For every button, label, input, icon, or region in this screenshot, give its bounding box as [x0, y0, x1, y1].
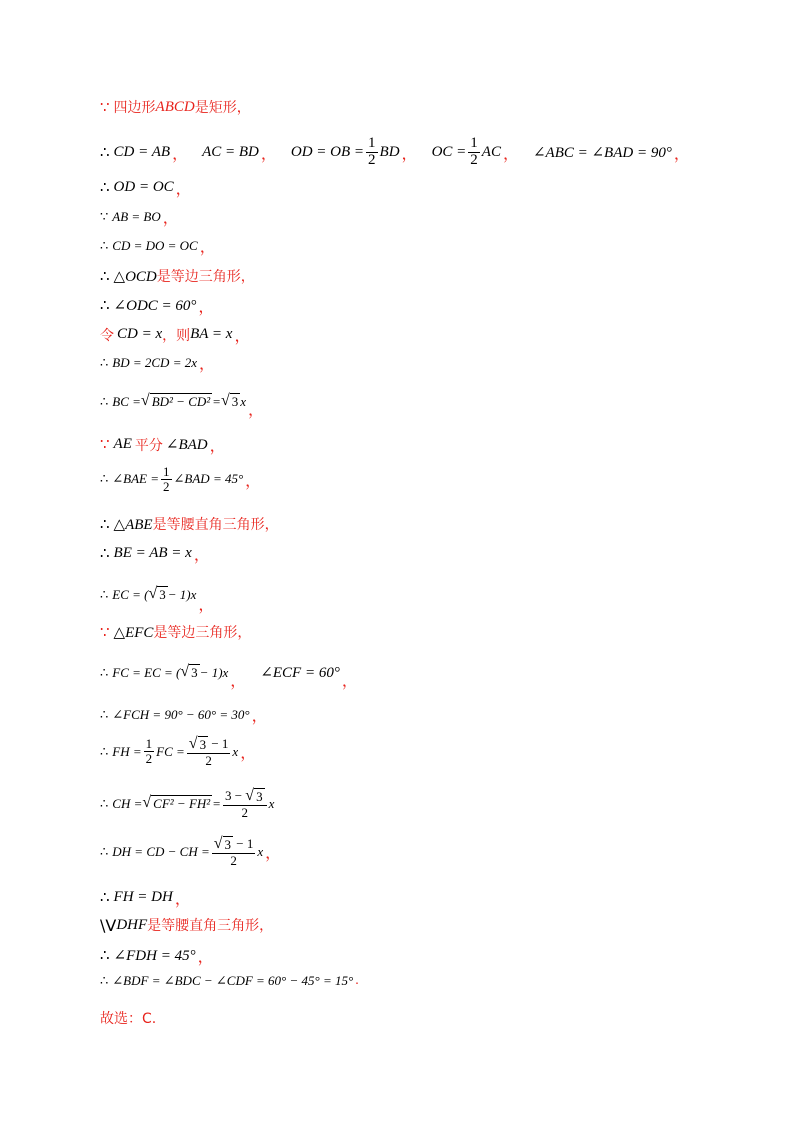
- fraction: $\frac{1}{2}$: [163, 464, 170, 494]
- line-10: [100, 383, 264, 420]
- equation: CH =: [112, 795, 143, 811]
- equation: OD = OC: [113, 179, 174, 195]
- comma: ，: [197, 949, 214, 966]
- equation: BE = AB = x: [113, 545, 192, 561]
- fraction: √ 3 − 1 2: [213, 835, 254, 868]
- equation: − 1)x: [167, 586, 197, 602]
- math: ∠BAD: [165, 437, 208, 453]
- therefore-symbol: ∴: [100, 973, 109, 988]
- line-20: [100, 788, 274, 819]
- text: ，则: [162, 327, 191, 344]
- answer-text: 故选：C.: [100, 1011, 157, 1027]
- square-root: √ 3: [180, 663, 198, 681]
- math: ABCD: [155, 98, 195, 115]
- equation: CD = AB: [113, 143, 171, 160]
- line-12: [100, 465, 261, 493]
- fraction: $\frac{1}{2}$: [470, 135, 478, 168]
- line-21: [100, 836, 281, 867]
- text: 是等腰直角三角形，: [147, 918, 274, 934]
- text: 是等腰直角三角形，: [152, 517, 279, 533]
- line-5: [100, 234, 216, 257]
- equation: ∠BAE =: [112, 471, 160, 487]
- math: DHF: [116, 916, 148, 933]
- equation: AB = BO: [112, 208, 161, 224]
- text: 令: [100, 327, 114, 344]
- line-6: [100, 266, 255, 286]
- line-26: [100, 1008, 156, 1028]
- math: △EFC: [113, 624, 154, 641]
- therefore-symbol: ∴: [100, 516, 110, 533]
- line-14: [100, 542, 210, 565]
- line-3: [100, 176, 192, 199]
- line-2: [100, 136, 690, 169]
- equation: ∠ABC = ∠BAD = 90°: [532, 144, 672, 161]
- line-11: [100, 433, 226, 456]
- therefore-symbol: ∴: [100, 795, 109, 811]
- square-root: √ 3: [148, 585, 166, 603]
- comma: ，: [673, 145, 690, 163]
- because-symbol: ∵: [100, 208, 109, 224]
- equation: ∠BAD = 45°: [173, 471, 244, 487]
- comma: ，: [230, 673, 247, 690]
- equation: FC = EC = (: [112, 664, 181, 680]
- equation: BD: [379, 143, 400, 160]
- comma: ，: [209, 438, 226, 455]
- line-23: [100, 915, 273, 935]
- comma: ，: [260, 145, 277, 163]
- line-9: [100, 351, 215, 374]
- fraction: $\frac{1}{2}$: [145, 736, 153, 767]
- therefore-symbol: ∴: [100, 180, 110, 196]
- math: △ABE: [113, 516, 153, 533]
- equation: DH = CD − CH =: [112, 843, 210, 859]
- text: 是等边三角形，: [153, 625, 252, 641]
- equation: x: [232, 743, 239, 759]
- comma: ，: [341, 673, 358, 690]
- equation: =: [212, 393, 221, 409]
- therefore-symbol: ∴: [100, 706, 109, 722]
- equation: CD = x: [117, 326, 163, 342]
- therefore-symbol: ∴: [100, 586, 109, 602]
- square-root: √ 3: [220, 392, 239, 410]
- therefore-symbol: ∴: [100, 471, 109, 487]
- line-24: [100, 944, 214, 967]
- therefore-symbol: ∴: [100, 546, 110, 562]
- equation: OD = OB =: [290, 143, 365, 160]
- comma: ，: [198, 597, 215, 614]
- therefore-symbol: ∴: [100, 393, 109, 409]
- equation: ∠FCH = 90° − 60° = 30°: [112, 706, 250, 722]
- fraction: $\frac{1}{2}$: [368, 135, 376, 168]
- therefore-symbol: ∴: [100, 843, 109, 859]
- comma: ，: [198, 356, 215, 373]
- equation: x: [240, 393, 247, 409]
- comma: ，: [248, 402, 265, 419]
- line-22: [100, 886, 191, 909]
- because-symbol: ∵: [100, 437, 110, 453]
- text: 平分: [134, 437, 163, 454]
- equation: AC = BD: [202, 143, 259, 160]
- therefore-symbol: ∴: [100, 354, 109, 370]
- equation: ∠ODC = 60°: [113, 298, 197, 314]
- therefore-symbol: ∴: [100, 268, 110, 285]
- equation: x: [268, 795, 275, 811]
- line-25: [100, 973, 359, 989]
- line-8: [100, 323, 250, 346]
- text: 四边形: [113, 100, 156, 116]
- math: △OCD: [113, 268, 157, 285]
- comma: ，: [162, 210, 179, 227]
- equation: ∠FDH = 45°: [113, 948, 196, 964]
- because-symbol: ∵: [100, 99, 110, 116]
- period: .: [355, 973, 359, 988]
- therefore-symbol: ∴: [100, 144, 110, 161]
- text: 是矩形，: [194, 100, 251, 116]
- line-17: [100, 654, 358, 691]
- comma: ，: [198, 299, 215, 316]
- comma: ，: [240, 745, 257, 763]
- square-root: √ CF² − FH²: [142, 794, 211, 812]
- equation: BC =: [112, 393, 141, 409]
- comma: ，: [234, 328, 251, 345]
- equation: ∠BDF = ∠BDC − ∠CDF = 60° − 45° = 15°: [112, 973, 354, 988]
- therefore-symbol: ∴: [100, 664, 109, 680]
- comma: ，: [401, 145, 418, 163]
- equation: BA = x: [190, 326, 233, 342]
- comma: ，: [193, 547, 210, 564]
- equation: AC: [481, 143, 501, 160]
- equation: x: [257, 843, 264, 859]
- equation: OC =: [431, 143, 467, 160]
- comma: ，: [174, 891, 191, 908]
- math: AE: [113, 436, 132, 452]
- equation: ∠ECF = 60°: [260, 665, 340, 681]
- equation: EC = (: [112, 586, 149, 602]
- therefore-symbol: ∴: [100, 743, 109, 759]
- therefore-symbol: ∴: [100, 298, 110, 314]
- because-symbol: ∵: [100, 624, 110, 641]
- comma: ，: [251, 708, 268, 725]
- therefore-symbol: ∴: [100, 948, 110, 964]
- comma: ，: [199, 239, 216, 256]
- line-1: [100, 97, 251, 117]
- therefore-symbol: ∴: [100, 890, 110, 906]
- fraction: 3 − √ 3 2: [223, 788, 267, 819]
- equation: =: [212, 795, 221, 811]
- line-7: [100, 294, 214, 317]
- equation: CD = DO = OC: [112, 237, 198, 253]
- equation: BD = 2CD = 2x: [112, 354, 197, 370]
- prefix-symbol: \V: [100, 915, 117, 935]
- comma: ，: [175, 181, 192, 198]
- text: 是等边三角形，: [156, 269, 255, 285]
- line-16: [100, 622, 251, 642]
- line-13: [100, 514, 279, 534]
- therefore-symbol: ∴: [100, 237, 109, 253]
- equation: FH =: [112, 743, 142, 759]
- comma: ，: [265, 845, 282, 863]
- comma: ，: [245, 472, 262, 490]
- fraction: √ 3 − 1 2: [188, 735, 229, 768]
- comma: ，: [502, 145, 519, 163]
- line-19: [100, 736, 256, 767]
- equation: FC =: [156, 743, 185, 759]
- equation: FH = DH: [113, 889, 173, 905]
- line-4: [100, 205, 179, 228]
- line-18: [100, 703, 268, 726]
- comma: ，: [172, 145, 189, 163]
- square-root: √ BD² − CD²: [140, 392, 211, 410]
- line-15: [100, 574, 214, 615]
- equation: − 1)x: [199, 664, 229, 680]
